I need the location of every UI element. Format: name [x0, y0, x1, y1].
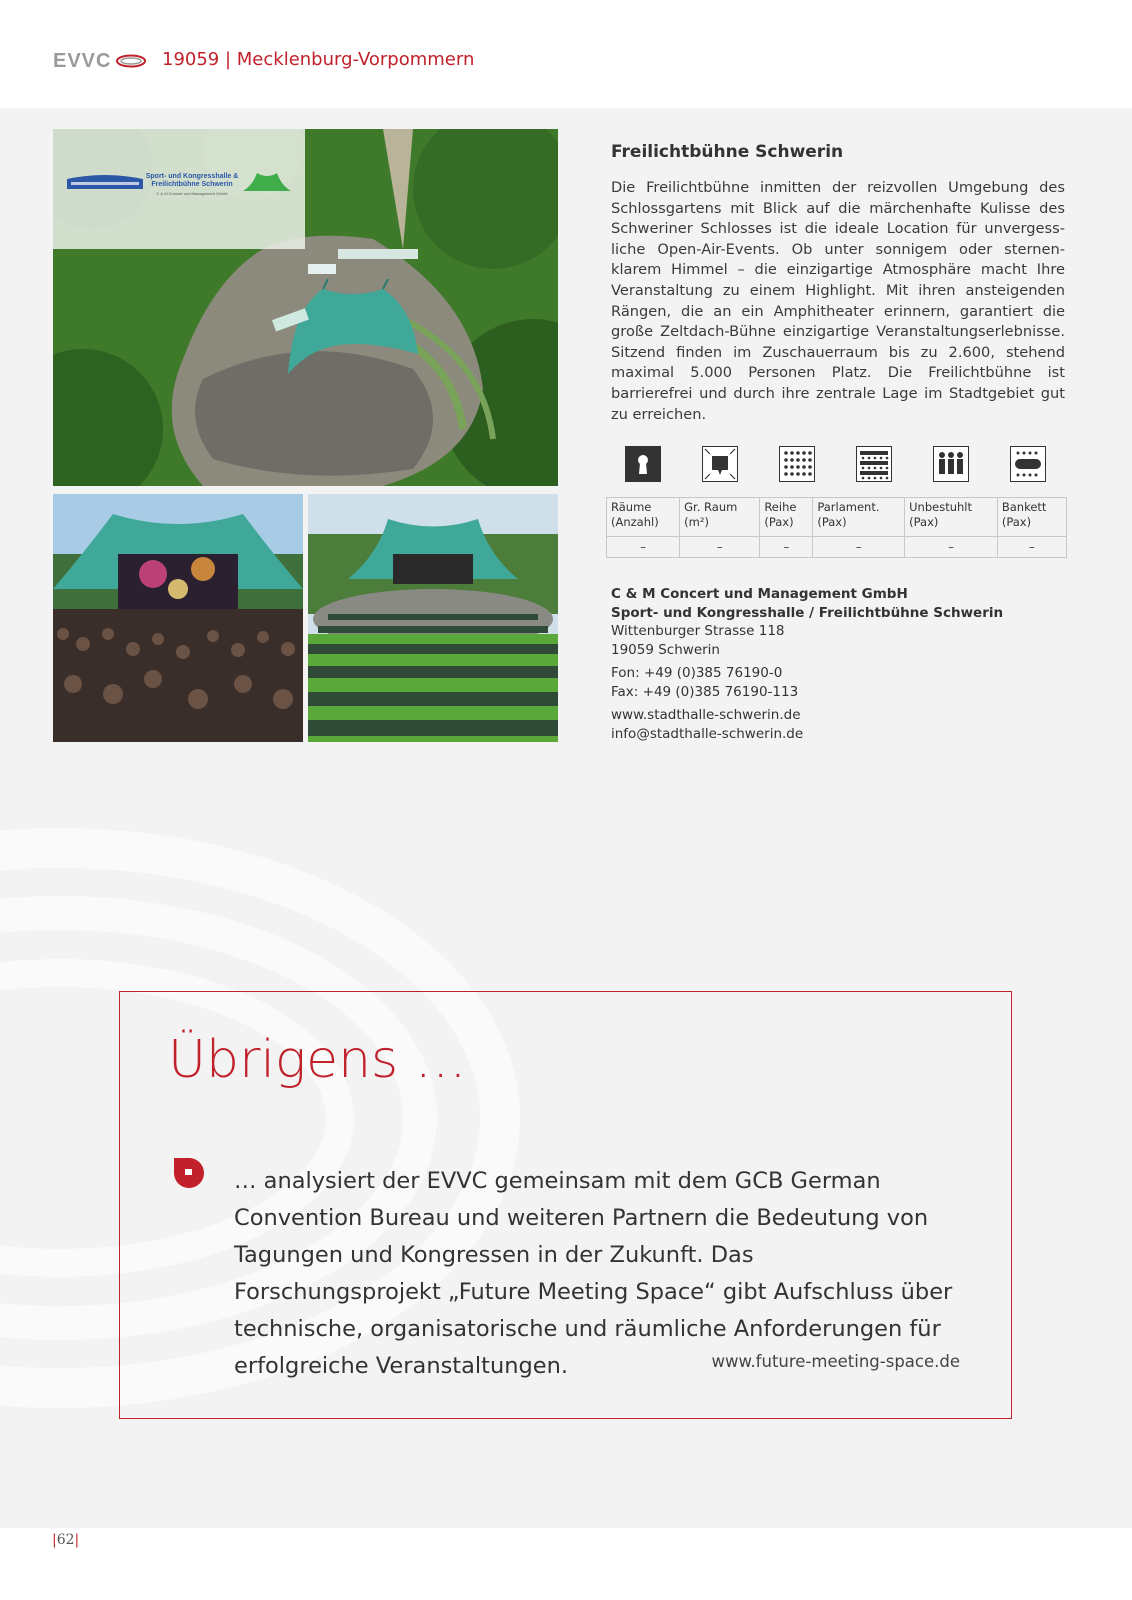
- note-url-link[interactable]: www.future-meeting-space.de: [711, 1352, 960, 1371]
- venue-logo-line2: Freilichtbühne Schwerin: [151, 181, 233, 188]
- page-number-value: 62: [56, 1532, 75, 1548]
- room-size-icon: [702, 446, 738, 482]
- speech-bubble-icon: [172, 1156, 206, 1190]
- table-cell: –: [813, 537, 905, 558]
- arena-logo-icon: [65, 173, 145, 193]
- venue-name: Sport- und Kongresshalle / Freilichtbühne Schwerin: [611, 604, 1004, 621]
- logo-ring-icon: [115, 53, 147, 69]
- venue-logo-line1: Sport- und Kongresshalle &: [145, 173, 239, 180]
- email-link[interactable]: info@stadthalle-schwerin.de: [611, 725, 804, 742]
- table-header-cell: Bankett (Pax): [997, 498, 1066, 537]
- venue-logo: [53, 129, 305, 249]
- page-header: [0, 0, 1132, 108]
- standing-people-icon: [933, 446, 969, 482]
- keyhole-icon: [625, 446, 661, 482]
- table-row: [607, 537, 1067, 558]
- seating-photo: [308, 494, 558, 742]
- venue-logo-line3: C & M Concert und Management GmbH: [156, 191, 228, 196]
- tent-logo-icon: [241, 171, 293, 193]
- page-footer: [0, 1528, 1132, 1600]
- table-cell: –: [905, 537, 998, 558]
- logo-text: EVVC: [53, 50, 112, 72]
- table-header-cell: Gr. Raum (m²): [680, 498, 760, 537]
- table-cell: –: [680, 537, 760, 558]
- phone-number: Fon: +49 (0)385 76190-0: [611, 665, 783, 681]
- region-heading: 19059 | Mecklenburg-Vorpommern: [162, 49, 475, 70]
- venue-description: Die Freilichtbühne inmitten der reizvollen Umgebung des Schlossgartens mit Blick auf die märchenhafte Kulisse des Schweriner Schlosses ist die ideale Location für unvergessliche Open-Air-Events. Ob unter sonnigem oder sternenklarem Himmel – die einzigartige Atmosphäre macht Ihre Veranstaltung zu einem Highlight. Mit ihren ansteigenden Rängen, die an ein Amphitheater erinnern, garantiert die große Zeltdach-Bühne einzigartige Veranstaltungserlebnisse. Sitzend finden im Zuschauerraum bis zu 2.600, stehend maximal 5.000 Personen Platz. Die Freilichtbühne ist barrierefrei und durch ihre zentrale Lage im Stadtgebiet gut zu erreichen.: [611, 179, 1065, 423]
- table-header-cell: Räume (Anzahl): [607, 498, 680, 537]
- concert-photo: [53, 494, 303, 742]
- note-text: … analysiert der EVVC gemeinsam mit dem GCB German Convention Bureau und weiteren Partnern die Bedeutung von Tagungen und Kongressen in der Zukunft. Das Forschungsprojekt „Future Meeting Space“ gibt Aufschluss über technische, organisatorische und räumliche Anforderungen für erfolgreiche Veranstaltungen.: [234, 1168, 953, 1379]
- banquet-icon: [1010, 446, 1046, 482]
- table-header-cell: Unbestuhlt (Pax): [905, 498, 998, 537]
- table-cell: –: [760, 537, 813, 558]
- table-header-row: [607, 498, 1067, 537]
- page-number: |62|: [52, 1532, 80, 1548]
- fax-number: Fax: +49 (0)385 76190-113: [611, 683, 799, 700]
- note-title: Übrigens …: [168, 1030, 467, 1090]
- parliament-seating-icon: [856, 446, 892, 482]
- table-header-cell: Reihe (Pax): [760, 498, 813, 537]
- venue-title: Freilichtbühne Schwerin: [611, 142, 844, 162]
- contact-block: [611, 585, 1003, 743]
- city-address: 19059 Schwerin: [611, 641, 720, 658]
- street-address: Wittenburger Strasse 118: [611, 623, 785, 639]
- table-header-cell: Parlament. (Pax): [813, 498, 905, 537]
- table-cell: –: [997, 537, 1066, 558]
- venue-logo-text: [142, 173, 242, 189]
- row-seating-icon: [779, 446, 815, 482]
- company-name: C & M Concert und Management GmbH: [611, 586, 908, 602]
- capacity-table: [606, 497, 1067, 558]
- website-link[interactable]: www.stadthalle-schwerin.de: [611, 707, 801, 723]
- table-cell: –: [607, 537, 680, 558]
